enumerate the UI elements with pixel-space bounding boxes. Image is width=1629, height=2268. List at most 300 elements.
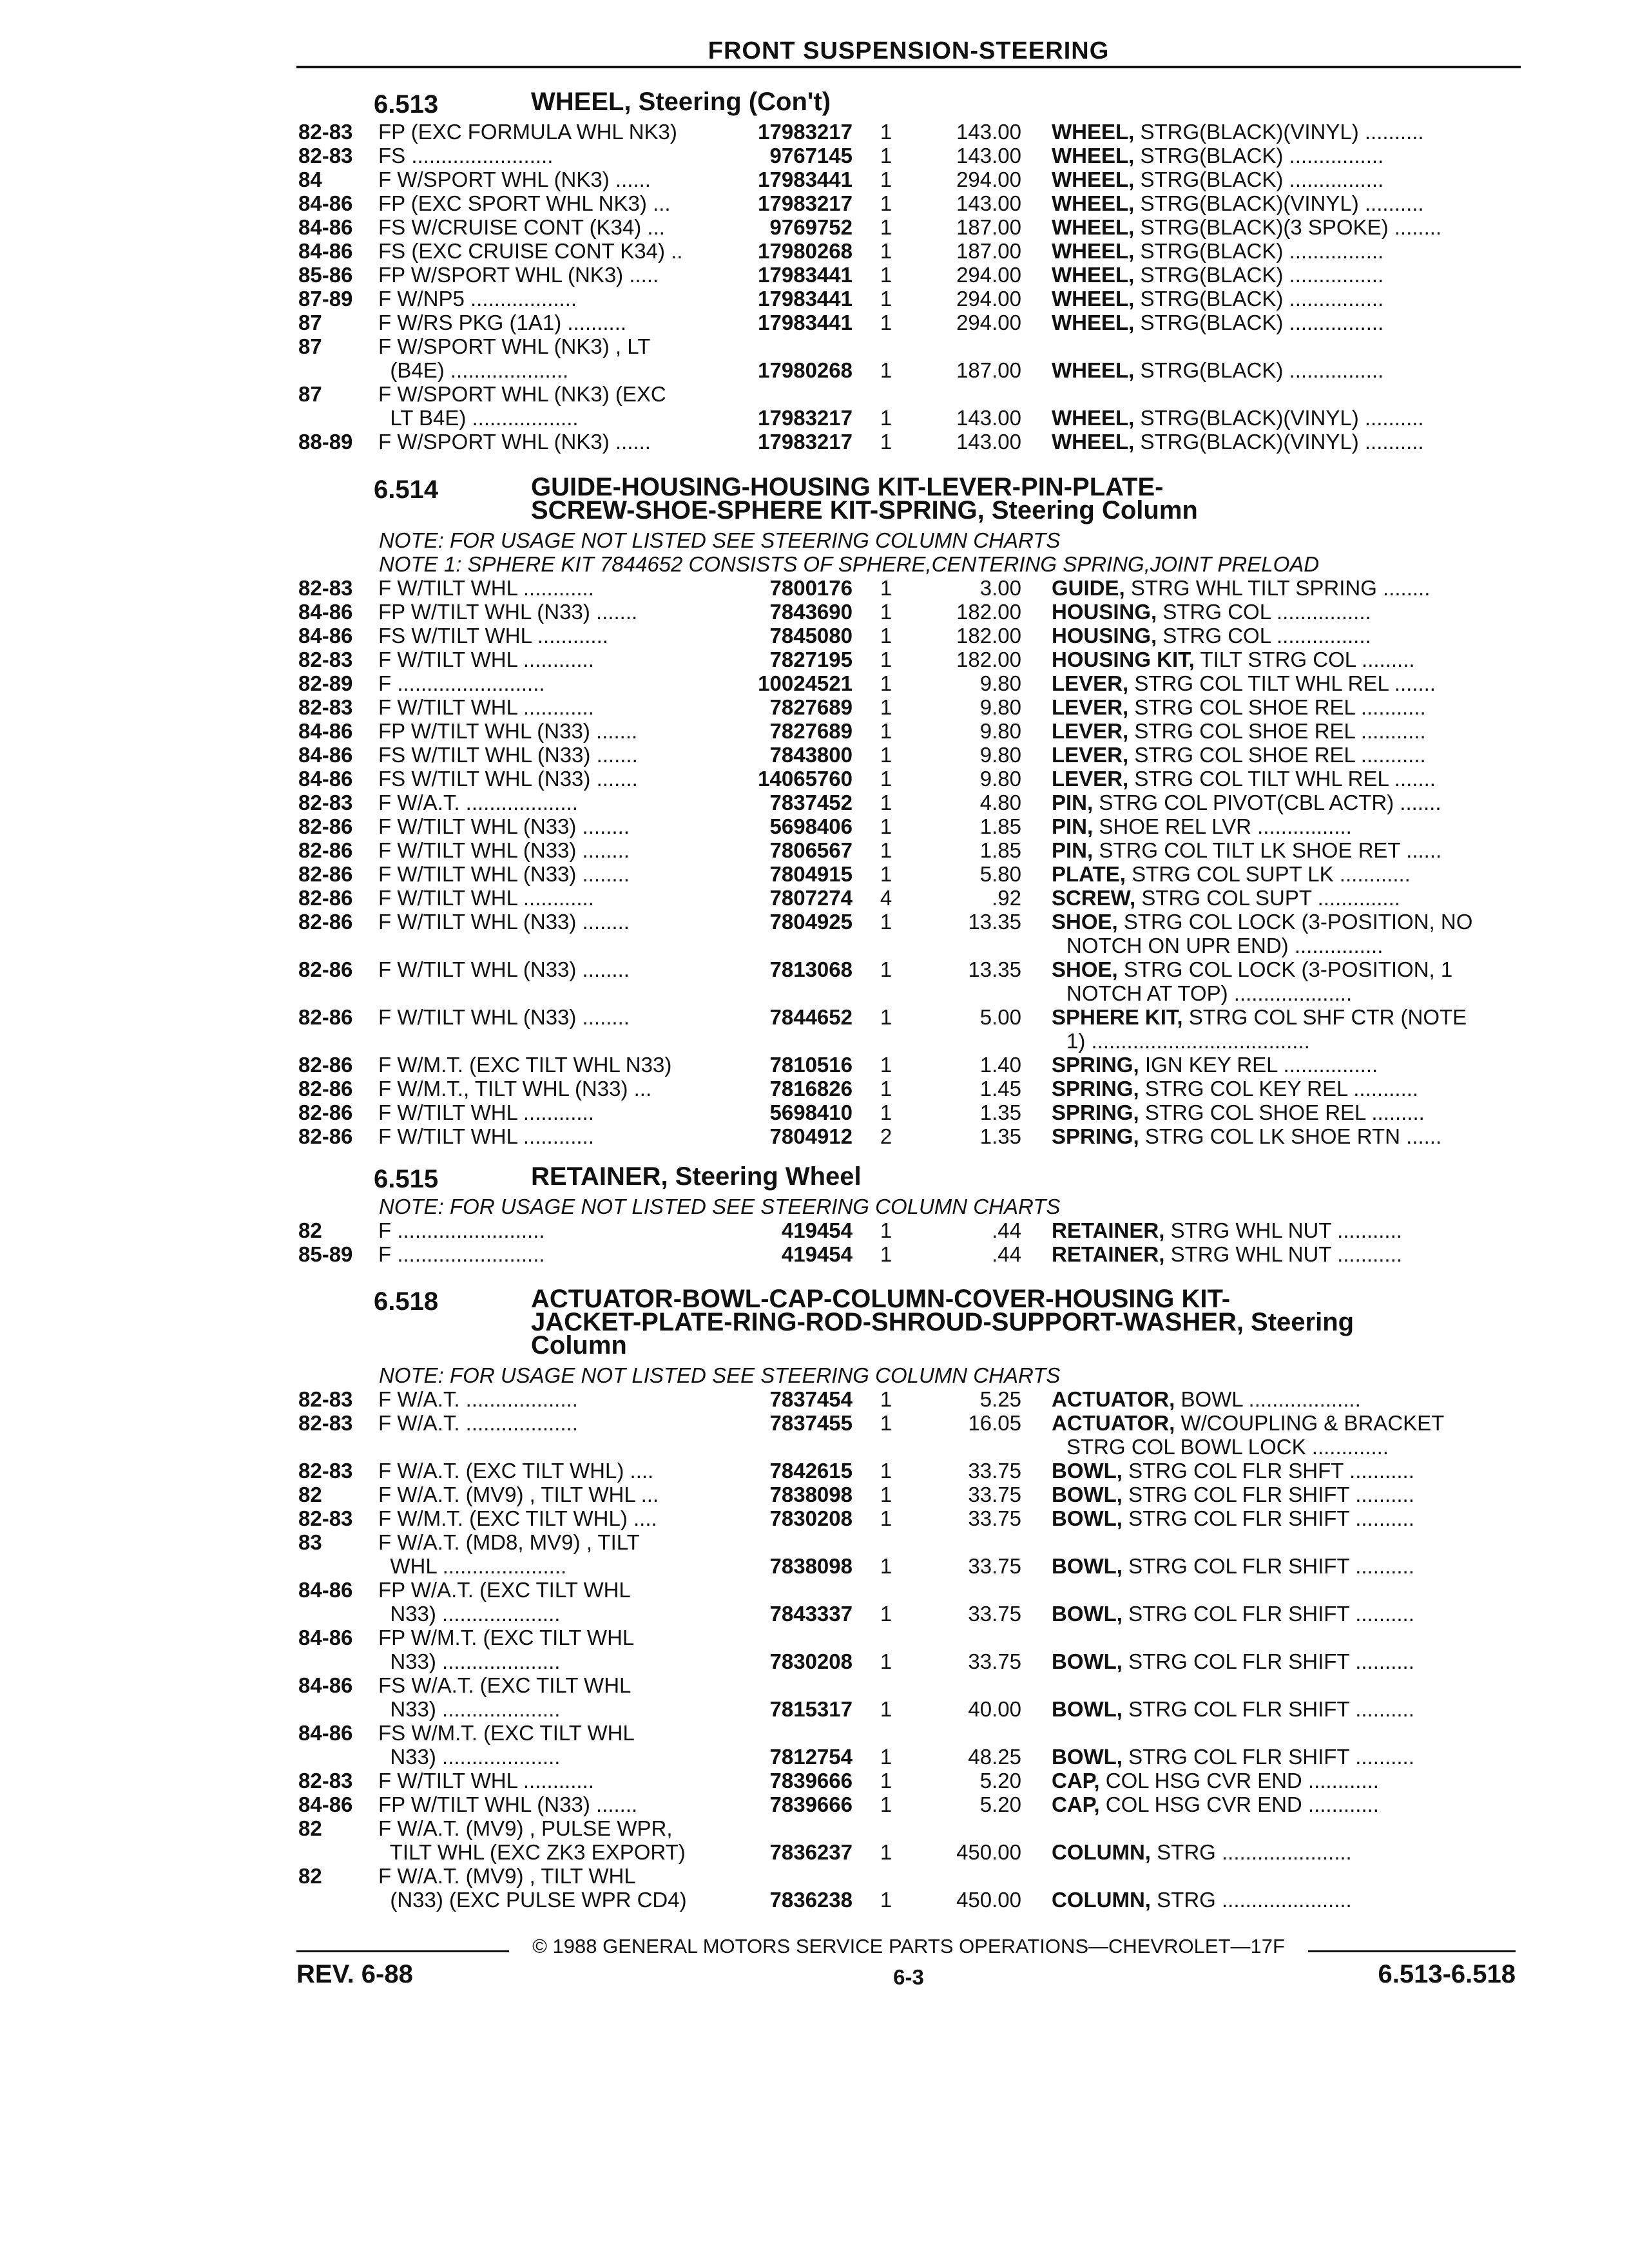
section-name	[531, 1162, 862, 1191]
price: 5.00	[979, 1005, 1021, 1029]
price: 182.00	[956, 648, 1021, 671]
price: 33.75	[968, 1459, 1021, 1483]
description-name: RETAINER,	[1052, 1218, 1165, 1242]
quantity: 1	[880, 862, 892, 886]
table-row	[0, 430, 1629, 454]
description-name: GUIDE,	[1052, 576, 1125, 600]
usage-text: FP W/M.T. (EXC TILT WHL	[378, 1626, 635, 1649]
description	[1052, 311, 1516, 334]
quantity: 1	[880, 767, 892, 791]
usage-text: F .........................	[378, 1242, 545, 1266]
quantity: 1	[880, 1005, 892, 1029]
usage-text: FS W/TILT WHL ............	[378, 624, 608, 648]
usage-text: F .........................	[378, 671, 545, 695]
usage-text: FP (EXC FORMULA WHL NK3)	[378, 120, 677, 144]
model-year: 82-83	[298, 120, 353, 144]
price: 40.00	[968, 1697, 1021, 1721]
quantity: 1	[880, 406, 892, 430]
description	[1052, 838, 1516, 862]
description	[1052, 1745, 1516, 1769]
description-name: WHEEL,	[1052, 311, 1135, 334]
price: 143.00	[956, 144, 1021, 168]
description-text: STRG COL SHOE REL .........	[1144, 1100, 1425, 1124]
usage-text: F W/A.T. ...................	[378, 791, 578, 814]
section-name-line: RETAINER, Steering Wheel	[531, 1162, 862, 1191]
model-year: 84-86	[298, 215, 353, 239]
description-text: COL HSG CVR END ............	[1105, 1769, 1379, 1792]
table-row	[0, 957, 1629, 1005]
usage-text: F W/TILT WHL (N33) ........	[378, 862, 630, 886]
price: 9.80	[979, 743, 1021, 767]
description-name: HOUSING KIT,	[1052, 648, 1195, 671]
description	[1052, 239, 1516, 263]
quantity: 1	[880, 576, 892, 600]
description-name: CAP,	[1052, 1769, 1100, 1792]
price: 5.20	[979, 1769, 1021, 1792]
quantity: 1	[880, 287, 892, 311]
description	[1052, 430, 1516, 454]
section-name-line: WHEEL, Steering (Con't)	[531, 88, 831, 116]
model-year: 82-86	[298, 957, 353, 981]
model-year: 82-83	[298, 1459, 353, 1483]
usage-text: F W/NP5 ..................	[378, 287, 577, 311]
part-number: 17983217	[758, 430, 853, 454]
price: 450.00	[956, 1888, 1021, 1912]
price: 13.35	[968, 957, 1021, 981]
quantity: 1	[880, 671, 892, 695]
part-number: 7839666	[769, 1792, 853, 1816]
description-name: SHOE,	[1052, 910, 1118, 934]
model-year: 82-86	[298, 838, 353, 862]
quantity: 1	[880, 215, 892, 239]
description-text: STRG COL FLR SHIFT ..........	[1128, 1554, 1414, 1578]
part-number: 17980268	[758, 239, 853, 263]
part-number: 7804912	[769, 1124, 853, 1148]
table-row	[0, 311, 1629, 334]
description	[1052, 1602, 1516, 1626]
part-number: 7837455	[769, 1411, 853, 1435]
model-year: 82-86	[298, 862, 353, 886]
usage-text: F W/A.T. (MD8, MV9) , TILT	[378, 1530, 640, 1554]
model-year: 82	[298, 1816, 322, 1840]
quantity: 1	[880, 358, 892, 382]
part-number: 17983217	[758, 120, 853, 144]
usage-text: (B4E) ....................	[378, 358, 569, 382]
quantity: 1	[880, 600, 892, 624]
quantity: 1	[880, 239, 892, 263]
usage-text: F W/A.T. (EXC TILT WHL) ....	[378, 1459, 654, 1483]
model-year: 84-86	[298, 239, 353, 263]
quantity: 1	[880, 263, 892, 287]
table-row	[0, 168, 1629, 191]
part-number: 7812754	[769, 1745, 853, 1769]
table-row	[0, 624, 1629, 648]
quantity: 1	[880, 1483, 892, 1506]
model-year: 82-86	[298, 910, 353, 934]
model-year: 84-86	[298, 767, 353, 791]
table-row	[0, 191, 1629, 215]
table-row	[0, 1506, 1629, 1530]
table-row	[0, 1769, 1629, 1792]
price: 294.00	[956, 311, 1021, 334]
description	[1052, 1792, 1516, 1816]
description-text: STRG COL FLR SHIFT ..........	[1128, 1483, 1414, 1506]
quantity: 1	[880, 743, 892, 767]
description	[1052, 648, 1516, 671]
price: 143.00	[956, 430, 1021, 454]
description-text: STRG COL FLR SHFT ...........	[1128, 1459, 1414, 1483]
section-number: 6.515	[374, 1165, 439, 1193]
description-name: SPRING,	[1052, 1077, 1139, 1100]
usage-text: F W/A.T. ...................	[378, 1411, 578, 1435]
model-year: 85-86	[298, 263, 353, 287]
page-header-title: FRONT SUSPENSION-STEERING	[708, 37, 1110, 64]
description	[1052, 1888, 1516, 1912]
quantity: 1	[880, 1745, 892, 1769]
part-number: 7842615	[769, 1459, 853, 1483]
quantity: 1	[880, 1602, 892, 1626]
description-name: RETAINER,	[1052, 1242, 1165, 1266]
part-number: 17983441	[758, 287, 853, 311]
price: 9.80	[979, 719, 1021, 743]
table-row	[0, 838, 1629, 862]
usage-text: F W/M.T., TILT WHL (N33) ...	[378, 1077, 652, 1100]
price: 48.25	[968, 1745, 1021, 1769]
model-year: 87	[298, 334, 322, 358]
price: 16.05	[968, 1411, 1021, 1435]
quantity: 1	[880, 191, 892, 215]
section-note: NOTE: FOR USAGE NOT LISTED SEE STEERING COLUMN CHARTS	[379, 1363, 1061, 1387]
part-number: 5698406	[769, 814, 853, 838]
quantity: 1	[880, 695, 892, 719]
usage-text: F W/TILT WHL ............	[378, 648, 594, 671]
table-row	[0, 1005, 1629, 1053]
description-text: STRG COL LOCK (3-POSITION, 1	[1123, 957, 1453, 981]
usage-text: F W/SPORT WHL (NK3) (EXC	[378, 382, 666, 406]
model-year: 82-86	[298, 886, 353, 910]
quantity: 1	[880, 1100, 892, 1124]
usage-text: F W/TILT WHL (N33) ........	[378, 910, 630, 934]
table-row	[0, 1816, 1629, 1864]
quantity: 1	[880, 1792, 892, 1816]
quantity: 1	[880, 1506, 892, 1530]
description	[1052, 695, 1516, 719]
part-number: 9767145	[769, 144, 853, 168]
usage-text: FS W/TILT WHL (N33) .......	[378, 743, 638, 767]
description-name: BOWL,	[1052, 1649, 1123, 1673]
part-number: 9769752	[769, 215, 853, 239]
model-year: 82-86	[298, 1124, 353, 1148]
quantity: 1	[880, 957, 892, 981]
description-text: STRG COL LOCK (3-POSITION, NO	[1123, 910, 1473, 934]
description-name: HOUSING,	[1052, 624, 1157, 648]
part-number: 7836237	[769, 1840, 853, 1864]
section-name-line: SCREW-SHOE-SPHERE KIT-SPRING, Steering Column	[531, 496, 1198, 524]
description-name: LEVER,	[1052, 767, 1129, 791]
model-year: 82-83	[298, 1387, 353, 1411]
description-text: STRG COL FLR SHIFT ..........	[1128, 1602, 1414, 1626]
description-text: STRG COL BOWL LOCK .............	[1066, 1435, 1389, 1459]
model-year: 82-83	[298, 144, 353, 168]
table-row	[0, 263, 1629, 287]
price: 5.25	[979, 1387, 1021, 1411]
model-year: 82-86	[298, 1005, 353, 1029]
description-name: SPRING,	[1052, 1124, 1139, 1148]
table-row	[0, 287, 1629, 311]
description	[1066, 934, 1530, 957]
description-text: STRG(BLACK)(VINYL) ..........	[1140, 430, 1424, 454]
quantity: 1	[880, 1242, 892, 1266]
description-name: COLUMN,	[1052, 1888, 1151, 1912]
price: 9.80	[979, 767, 1021, 791]
description-name: SPRING,	[1052, 1053, 1139, 1077]
quantity: 1	[880, 624, 892, 648]
model-year: 84-86	[298, 1578, 353, 1602]
model-year: 82-86	[298, 814, 353, 838]
part-number: 7830208	[769, 1506, 853, 1530]
usage-text: FP (EXC SPORT WHL NK3) ...	[378, 191, 671, 215]
description-text: TILT STRG COL .........	[1200, 648, 1415, 671]
price: 1.85	[979, 814, 1021, 838]
description-text: STRG(BLACK)(VINYL) ..........	[1140, 406, 1424, 430]
description-name: WHEEL,	[1052, 168, 1135, 191]
description-name: SCREW,	[1052, 886, 1136, 910]
table-row	[0, 144, 1629, 168]
price: 33.75	[968, 1554, 1021, 1578]
footer-page-number: 6-3	[893, 1965, 924, 1989]
description-text: STRG ......................	[1157, 1888, 1352, 1912]
quantity: 1	[880, 814, 892, 838]
part-number: 17983441	[758, 168, 853, 191]
price: 13.35	[968, 910, 1021, 934]
description-name: LEVER,	[1052, 719, 1129, 743]
part-number: 7843337	[769, 1602, 853, 1626]
table-row	[0, 382, 1629, 430]
description	[1052, 263, 1516, 287]
description-name: WHEEL,	[1052, 358, 1135, 382]
part-number: 7838098	[769, 1483, 853, 1506]
description-text: STRG(BLACK)(3 SPOKE) ........	[1140, 215, 1442, 239]
table-row	[0, 334, 1629, 382]
description	[1052, 168, 1516, 191]
section-number: 6.514	[374, 476, 439, 504]
part-number: 7800176	[769, 576, 853, 600]
table-row	[0, 1673, 1629, 1721]
price: 33.75	[968, 1649, 1021, 1673]
usage-text: F W/TILT WHL (N33) ........	[378, 957, 630, 981]
usage-text: FS W/M.T. (EXC TILT WHL	[378, 1721, 635, 1745]
usage-text: F W/TILT WHL ............	[378, 1769, 594, 1792]
quantity: 1	[880, 1387, 892, 1411]
section-name-line: ACTUATOR-BOWL-CAP-COLUMN-COVER-HOUSING KIT-	[531, 1285, 1231, 1313]
part-number: 7839666	[769, 1769, 853, 1792]
table-row	[0, 719, 1629, 743]
description-name: PIN,	[1052, 838, 1094, 862]
table-row	[0, 1459, 1629, 1483]
description-text: STRG(BLACK) ................	[1140, 263, 1384, 287]
price: .92	[992, 886, 1021, 910]
usage-text: F W/SPORT WHL (NK3) ......	[378, 168, 651, 191]
description-text: STRG COL SUPT LK ............	[1132, 862, 1411, 886]
description	[1052, 886, 1516, 910]
section-name	[531, 88, 831, 116]
part-number: 7813068	[769, 957, 853, 981]
description	[1052, 215, 1516, 239]
description	[1052, 1005, 1516, 1029]
description	[1052, 1242, 1516, 1266]
footer-rule-left	[296, 1950, 509, 1952]
quantity: 1	[880, 791, 892, 814]
description-text: STRG COL TILT WHL REL .......	[1134, 671, 1436, 695]
description-text: STRG(BLACK) ................	[1140, 144, 1384, 168]
model-year: 82	[298, 1483, 322, 1506]
description-name: BOWL,	[1052, 1459, 1123, 1483]
description	[1052, 1554, 1516, 1578]
quantity: 1	[880, 1077, 892, 1100]
description-text: STRG(BLACK)(VINYL) ..........	[1140, 120, 1424, 144]
quantity: 1	[880, 168, 892, 191]
description	[1052, 671, 1516, 695]
description	[1052, 1840, 1516, 1864]
quantity: 1	[880, 120, 892, 144]
price: 294.00	[956, 287, 1021, 311]
usage-text: N33) ....................	[378, 1697, 561, 1721]
usage-text: F W/M.T. (EXC TILT WHL N33)	[378, 1053, 672, 1077]
description-text: STRG ......................	[1157, 1840, 1352, 1864]
price: 182.00	[956, 624, 1021, 648]
description-name: LEVER,	[1052, 743, 1129, 767]
section-name-line: Column	[531, 1331, 627, 1360]
model-year: 82-86	[298, 1100, 353, 1124]
description-name: BOWL,	[1052, 1697, 1123, 1721]
description-name: WHEEL,	[1052, 263, 1135, 287]
description-text: STRG COL FLR SHIFT ..........	[1128, 1506, 1414, 1530]
quantity: 1	[880, 1459, 892, 1483]
part-number: 10024521	[758, 671, 853, 695]
usage-text: F W/TILT WHL (N33) ........	[378, 838, 630, 862]
price: 450.00	[956, 1840, 1021, 1864]
table-row	[0, 862, 1629, 886]
description-text: STRG WHL TILT SPRING ........	[1130, 576, 1431, 600]
description-text: STRG COL FLR SHIFT ..........	[1128, 1649, 1414, 1673]
description-text: STRG COL KEY REL ...........	[1144, 1077, 1419, 1100]
model-year: 85-89	[298, 1242, 353, 1266]
table-row	[0, 910, 1629, 957]
quantity: 1	[880, 430, 892, 454]
description-name: CAP,	[1052, 1792, 1100, 1816]
model-year: 84-86	[298, 624, 353, 648]
description	[1052, 1100, 1516, 1124]
table-row	[0, 1124, 1629, 1148]
table-row	[0, 576, 1629, 600]
usage-text: F W/A.T. (MV9) , TILT WHL	[378, 1864, 636, 1888]
usage-text: FP W/TILT WHL (N33) .......	[378, 1792, 638, 1816]
usage-text: FP W/TILT WHL (N33) .......	[378, 719, 638, 743]
description	[1052, 814, 1516, 838]
part-number: 7827689	[769, 695, 853, 719]
description-text: STRG COL SUPT ..............	[1141, 886, 1400, 910]
usage-text: F W/A.T. (MV9) , TILT WHL ...	[378, 1483, 659, 1506]
description-text: IGN KEY REL ................	[1144, 1053, 1378, 1077]
price: .44	[992, 1242, 1021, 1266]
section-name	[531, 1285, 1354, 1360]
model-year: 82-89	[298, 671, 353, 695]
part-number: 7806567	[769, 838, 853, 862]
section-name-line: JACKET-PLATE-RING-ROD-SHROUD-SUPPORT-WASHER, Steering	[531, 1308, 1354, 1336]
table-row	[0, 767, 1629, 791]
description	[1052, 1769, 1516, 1792]
table-row	[0, 1411, 1629, 1459]
description-text: STRG COL TILT LK SHOE RET ......	[1099, 838, 1442, 862]
description	[1066, 1435, 1530, 1459]
quantity: 2	[880, 1124, 892, 1148]
quantity: 1	[880, 1888, 892, 1912]
description-text: NOTCH AT TOP) ....................	[1066, 981, 1353, 1005]
table-row	[0, 695, 1629, 719]
footer-rule-right	[1308, 1950, 1516, 1952]
section-number: 6.513	[374, 90, 439, 119]
table-row	[0, 1218, 1629, 1242]
description-text: STRG(BLACK) ................	[1140, 168, 1384, 191]
description-name: WHEEL,	[1052, 430, 1135, 454]
description	[1052, 144, 1516, 168]
price: 182.00	[956, 600, 1021, 624]
model-year: 82-83	[298, 1769, 353, 1792]
description-text: STRG COL TILT WHL REL .......	[1134, 767, 1436, 791]
table-row	[0, 814, 1629, 838]
description-name: WHEEL,	[1052, 239, 1135, 263]
price: 4.80	[979, 791, 1021, 814]
description-text: STRG COL SHOE REL ...........	[1134, 743, 1426, 767]
description-text: STRG COL SHF CTR (NOTE	[1188, 1005, 1467, 1029]
description-name: WHEEL,	[1052, 144, 1135, 168]
model-year: 84-86	[298, 1792, 353, 1816]
quantity: 1	[880, 311, 892, 334]
description	[1052, 1077, 1516, 1100]
description	[1052, 1411, 1516, 1435]
description-text: COL HSG CVR END ............	[1105, 1792, 1379, 1816]
price: 143.00	[956, 120, 1021, 144]
part-number: 17983441	[758, 311, 853, 334]
part-number: 7845080	[769, 624, 853, 648]
table-row	[0, 1242, 1629, 1266]
usage-text: F W/TILT WHL ............	[378, 886, 594, 910]
quantity: 1	[880, 1053, 892, 1077]
usage-text: F W/TILT WHL ............	[378, 1100, 594, 1124]
description-name: SPHERE KIT,	[1052, 1005, 1183, 1029]
description-name: BOWL,	[1052, 1745, 1123, 1769]
part-number: 5698410	[769, 1100, 853, 1124]
price: .44	[992, 1218, 1021, 1242]
usage-text: N33) ....................	[378, 1745, 561, 1769]
table-row	[0, 1721, 1629, 1769]
model-year: 84-86	[298, 719, 353, 743]
table-row	[0, 791, 1629, 814]
quantity: 1	[880, 648, 892, 671]
model-year: 82-83	[298, 1506, 353, 1530]
usage-text: TILT WHL (EXC ZK3 EXPORT)	[378, 1840, 686, 1864]
description-text: STRG COL ................	[1162, 600, 1371, 624]
description-text: STRG(BLACK)(VINYL) ..........	[1140, 191, 1424, 215]
price: 294.00	[956, 263, 1021, 287]
usage-text: FP W/TILT WHL (N33) .......	[378, 600, 638, 624]
price: 33.75	[968, 1483, 1021, 1506]
model-year: 84-86	[298, 1673, 353, 1697]
usage-text: N33) ....................	[378, 1649, 561, 1673]
quantity: 1	[880, 910, 892, 934]
usage-text: FS W/A.T. (EXC TILT WHL	[378, 1673, 631, 1697]
description-name: BOWL,	[1052, 1506, 1123, 1530]
